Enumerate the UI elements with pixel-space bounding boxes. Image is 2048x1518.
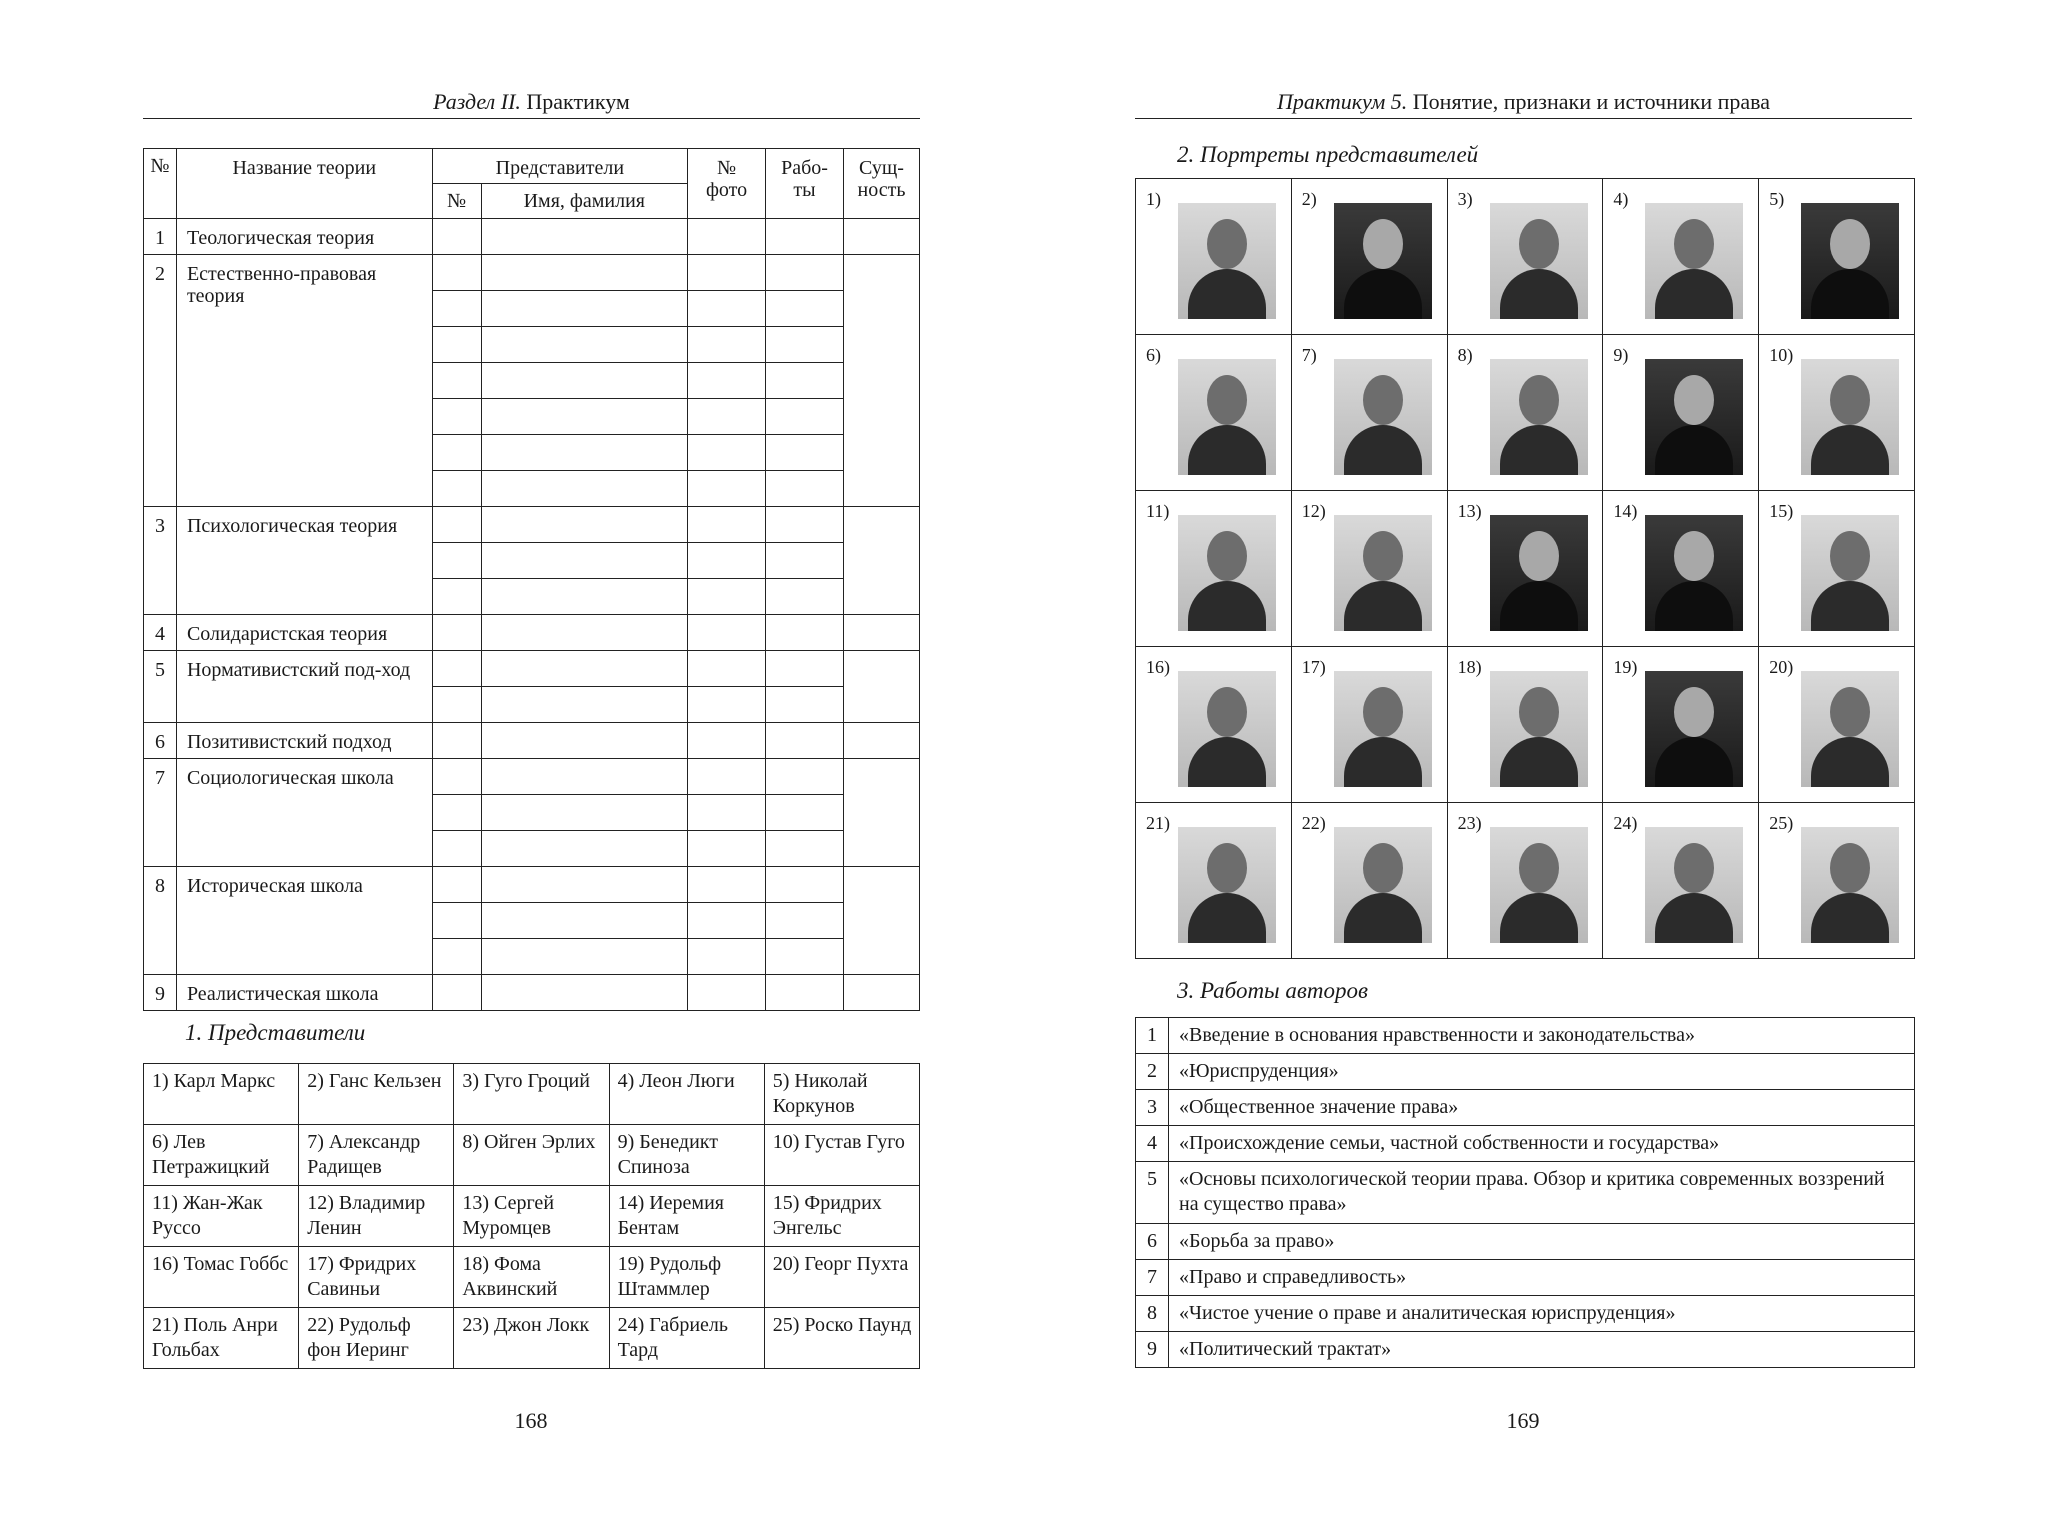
essence-cell	[844, 255, 920, 507]
portrait-photo	[1490, 515, 1588, 631]
portrait-photo	[1334, 671, 1432, 787]
portrait-body	[1811, 425, 1889, 475]
theory-num: 8	[144, 867, 177, 975]
portrait-cell	[1291, 647, 1447, 803]
portraits-grid	[1135, 178, 1915, 959]
portrait-body	[1344, 893, 1422, 943]
portrait-body	[1188, 737, 1266, 787]
rep-cell: 22) Рудольф фон Иеринг	[299, 1308, 454, 1369]
work-title: «Основы психологической теории права. Обзор и критика современных воззрений на существо права»	[1169, 1162, 1915, 1224]
left-running-header	[143, 88, 920, 119]
portrait-photo	[1645, 359, 1743, 475]
work-title: «Право и справедливость»	[1169, 1260, 1915, 1296]
portrait-head	[1363, 531, 1403, 581]
rep-cell: 18) Фома Аквинский	[454, 1247, 609, 1308]
work-num: 4	[1136, 1126, 1169, 1162]
photo-cell	[688, 219, 766, 255]
portrait-cell	[1759, 335, 1915, 491]
portrait-head	[1207, 843, 1247, 893]
representatives-table	[143, 1063, 920, 1369]
theory-name: Теологическая теория	[176, 219, 432, 255]
portrait-cell	[1603, 803, 1759, 959]
rep-cell: 11) Жан-Жак Руссо	[144, 1186, 299, 1247]
portrait-cell	[1447, 803, 1603, 959]
portrait-number: 10)	[1769, 345, 1794, 365]
portrait-head	[1519, 531, 1559, 581]
portrait-number: 9)	[1613, 345, 1629, 365]
portrait-cell	[1136, 179, 1292, 335]
theory-num: 5	[144, 651, 177, 723]
header-no: №	[144, 149, 177, 219]
portrait-body	[1500, 425, 1578, 475]
header-essence: Сущ-ность	[844, 149, 920, 219]
portrait-photo	[1801, 359, 1899, 475]
portrait-number: 19)	[1613, 657, 1638, 677]
portrait-number: 8)	[1457, 345, 1473, 365]
portrait-photo	[1334, 827, 1432, 943]
portrait-cell	[1759, 491, 1915, 647]
portrait-body	[1188, 269, 1266, 319]
portrait-head	[1674, 843, 1714, 893]
portrait-body	[1655, 737, 1733, 787]
portrait-body	[1655, 893, 1733, 943]
portrait-head	[1207, 687, 1247, 737]
theory-name: Реалистическая школа	[176, 975, 432, 1011]
rep-cell: 8) Ойген Эрлих	[454, 1125, 609, 1186]
portrait-photo	[1645, 671, 1743, 787]
portrait-body	[1655, 581, 1733, 631]
portrait-photo	[1178, 515, 1276, 631]
portrait-head	[1519, 375, 1559, 425]
portrait-number: 7)	[1301, 345, 1317, 365]
portrait-body	[1500, 581, 1578, 631]
portraits-title: 2. Портреты представителей	[1177, 142, 1479, 167]
portrait-body	[1344, 425, 1422, 475]
header-representatives: Представители	[432, 149, 687, 184]
portrait-body	[1188, 581, 1266, 631]
portrait-head	[1830, 843, 1870, 893]
portrait-head	[1674, 687, 1714, 737]
portrait-cell	[1136, 803, 1292, 959]
portrait-photo	[1490, 203, 1588, 319]
portrait-photo	[1801, 515, 1899, 631]
representatives-title: 1. Представители	[185, 1020, 366, 1045]
portrait-head	[1519, 687, 1559, 737]
theory-name: Солидаристская теория	[176, 615, 432, 651]
portrait-head	[1363, 375, 1403, 425]
portrait-cell	[1603, 491, 1759, 647]
rep-cell: 14) Иеремия Бентам	[609, 1186, 764, 1247]
portrait-number: 13)	[1457, 501, 1482, 521]
works-title: 3. Работы авторов	[1177, 978, 1368, 1003]
essence-cell	[844, 867, 920, 975]
rep-cell: 21) Поль Анри Гольбах	[144, 1308, 299, 1369]
portrait-cell	[1447, 335, 1603, 491]
portrait-photo	[1178, 671, 1276, 787]
rep-cell: 3) Гуго Гроций	[454, 1064, 609, 1125]
rep-cell: 24) Габриель Тард	[609, 1308, 764, 1369]
work-num: 3	[1136, 1090, 1169, 1126]
header-works: Рабо-ты	[766, 149, 844, 219]
portrait-photo	[1801, 671, 1899, 787]
portrait-number: 15)	[1769, 501, 1794, 521]
rep-cell: 12) Владимир Ленин	[299, 1186, 454, 1247]
portrait-head	[1674, 219, 1714, 269]
rep-name-cell	[481, 219, 688, 255]
rep-cell: 19) Рудольф Штаммлер	[609, 1247, 764, 1308]
portrait-body	[1344, 581, 1422, 631]
portrait-photo	[1334, 203, 1432, 319]
essence-cell	[844, 507, 920, 615]
theory-name: Социологическая школа	[176, 759, 432, 867]
work-title: «Юриспруденция»	[1169, 1054, 1915, 1090]
rep-cell: 5) Николай Коркунов	[764, 1064, 919, 1125]
portrait-number: 5)	[1769, 189, 1785, 209]
work-title: «Чистое учение о праве и аналитическая юриспруденция»	[1169, 1296, 1915, 1332]
work-num: 7	[1136, 1260, 1169, 1296]
header-rep-name: Имя, фамилия	[481, 184, 688, 219]
portrait-body	[1811, 269, 1889, 319]
work-title: «Политический трактат»	[1169, 1332, 1915, 1368]
portrait-cell	[1136, 491, 1292, 647]
rep-cell: 6) Лев Петражицкий	[144, 1125, 299, 1186]
rep-cell: 15) Фридрих Энгельс	[764, 1186, 919, 1247]
left-header-italic: Раздел II.	[433, 89, 521, 114]
portrait-body	[1811, 893, 1889, 943]
work-num: 5	[1136, 1162, 1169, 1224]
essence-cell	[844, 651, 920, 723]
theory-name: Историческая школа	[176, 867, 432, 975]
left-page-number: 168	[514, 1408, 548, 1433]
portrait-cell	[1291, 491, 1447, 647]
rep-cell: 17) Фридрих Савиньи	[299, 1247, 454, 1308]
work-title: «Происхождение семьи, частной собственности и государства»	[1169, 1126, 1915, 1162]
theory-num: 1	[144, 219, 177, 255]
portrait-head	[1207, 375, 1247, 425]
portrait-cell	[1759, 803, 1915, 959]
portrait-photo	[1178, 359, 1276, 475]
portrait-photo	[1801, 827, 1899, 943]
portrait-photo	[1178, 827, 1276, 943]
portrait-head	[1519, 219, 1559, 269]
theory-name: Нормативистский под-ход	[176, 651, 432, 723]
theory-num: 7	[144, 759, 177, 867]
portrait-number: 24)	[1613, 813, 1638, 833]
work-num: 1	[1136, 1018, 1169, 1054]
works-cell	[766, 219, 844, 255]
portrait-cell	[1447, 491, 1603, 647]
portrait-head	[1830, 375, 1870, 425]
right-header-rest: Понятие, признаки и источники права	[1412, 89, 1771, 114]
rep-cell: 16) Томас Гоббс	[144, 1247, 299, 1308]
work-num: 8	[1136, 1296, 1169, 1332]
portrait-photo	[1334, 359, 1432, 475]
header-theory-name: Название теории	[176, 149, 432, 219]
portrait-head	[1207, 219, 1247, 269]
portrait-head	[1363, 843, 1403, 893]
portrait-cell	[1603, 179, 1759, 335]
essence-cell	[844, 759, 920, 867]
portrait-cell	[1447, 647, 1603, 803]
rep-cell: 23) Джон Локк	[454, 1308, 609, 1369]
theory-table	[143, 148, 920, 1011]
theory-name: Естественно-правовая теория	[176, 255, 432, 507]
portrait-photo	[1334, 515, 1432, 631]
portrait-cell	[1447, 179, 1603, 335]
portrait-head	[1519, 843, 1559, 893]
portrait-number: 20)	[1769, 657, 1794, 677]
work-num: 6	[1136, 1224, 1169, 1260]
rep-cell: 25) Роско Паунд	[764, 1308, 919, 1369]
portrait-cell	[1136, 335, 1292, 491]
theory-num: 4	[144, 615, 177, 651]
portrait-body	[1500, 269, 1578, 319]
portrait-body	[1344, 737, 1422, 787]
theory-name: Позитивистский подход	[176, 723, 432, 759]
portrait-number: 11)	[1146, 501, 1170, 521]
portrait-number: 4)	[1613, 189, 1629, 209]
portrait-number: 6)	[1146, 345, 1161, 365]
portrait-cell	[1759, 179, 1915, 335]
work-title: «Общественное значение права»	[1169, 1090, 1915, 1126]
portrait-photo	[1645, 827, 1743, 943]
portrait-body	[1500, 737, 1578, 787]
header-rep-no: №	[432, 184, 481, 219]
portrait-cell	[1291, 179, 1447, 335]
portrait-photo	[1490, 671, 1588, 787]
rep-cell: 10) Густав Гуго	[764, 1125, 919, 1186]
portrait-head	[1674, 375, 1714, 425]
portrait-head	[1674, 531, 1714, 581]
portrait-photo	[1645, 203, 1743, 319]
work-title: «Борьба за право»	[1169, 1224, 1915, 1260]
portrait-cell	[1291, 803, 1447, 959]
work-num: 2	[1136, 1054, 1169, 1090]
theory-num: 2	[144, 255, 177, 507]
portrait-number: 23)	[1457, 813, 1482, 833]
work-num: 9	[1136, 1332, 1169, 1368]
right-page-number: 169	[1506, 1408, 1540, 1433]
right-running-header	[1135, 88, 1912, 119]
portrait-body	[1811, 581, 1889, 631]
portrait-cell	[1603, 647, 1759, 803]
portrait-number: 18)	[1457, 657, 1482, 677]
header-photo-no: № фото	[688, 149, 766, 219]
portrait-head	[1830, 687, 1870, 737]
works-table	[1135, 1017, 1915, 1368]
theory-name: Психологическая теория	[176, 507, 432, 615]
portrait-number: 3)	[1457, 189, 1473, 209]
portrait-cell	[1291, 335, 1447, 491]
portrait-head	[1207, 531, 1247, 581]
portrait-number: 17)	[1301, 657, 1326, 677]
portrait-number: 14)	[1613, 501, 1638, 521]
right-header-italic: Практикум 5.	[1276, 89, 1408, 114]
rep-cell: 2) Ганс Кельзен	[299, 1064, 454, 1125]
portrait-photo	[1490, 827, 1588, 943]
theory-num: 9	[144, 975, 177, 1011]
portrait-body	[1344, 269, 1422, 319]
portrait-number: 1)	[1146, 189, 1161, 209]
portrait-number: 22)	[1301, 813, 1326, 833]
rep-cell: 1) Карл Маркс	[144, 1064, 299, 1125]
theory-num: 6	[144, 723, 177, 759]
portrait-cell	[1136, 647, 1292, 803]
portrait-number: 16)	[1146, 657, 1170, 677]
portrait-head	[1830, 531, 1870, 581]
rep-cell: 20) Георг Пухта	[764, 1247, 919, 1308]
rep-cell: 13) Сергей Муромцев	[454, 1186, 609, 1247]
left-header-rest: Практикум	[526, 89, 630, 114]
portrait-photo	[1490, 359, 1588, 475]
portrait-number: 2)	[1301, 189, 1317, 209]
rep-no-cell	[432, 219, 481, 255]
rep-cell: 9) Бенедикт Спиноза	[609, 1125, 764, 1186]
rep-cell: 4) Леон Люги	[609, 1064, 764, 1125]
portrait-head	[1363, 687, 1403, 737]
portrait-body	[1655, 269, 1733, 319]
portrait-photo	[1178, 203, 1276, 319]
portrait-body	[1811, 737, 1889, 787]
portrait-body	[1188, 425, 1266, 475]
portrait-number: 25)	[1769, 813, 1794, 833]
portrait-body	[1188, 893, 1266, 943]
portrait-cell	[1759, 647, 1915, 803]
portrait-photo	[1645, 515, 1743, 631]
rep-cell: 7) Александр Радищев	[299, 1125, 454, 1186]
portrait-body	[1655, 425, 1733, 475]
right-page	[1024, 0, 2048, 1518]
essence-cell	[844, 219, 920, 255]
portrait-cell	[1603, 335, 1759, 491]
portrait-grid-body	[1136, 179, 1915, 959]
portrait-head	[1363, 219, 1403, 269]
portrait-number: 21)	[1146, 813, 1170, 833]
portrait-head	[1830, 219, 1870, 269]
work-title: «Введение в основания нравственности и законодательства»	[1169, 1018, 1915, 1054]
theory-num: 3	[144, 507, 177, 615]
portrait-number: 12)	[1301, 501, 1326, 521]
portrait-photo	[1801, 203, 1899, 319]
portrait-body	[1500, 893, 1578, 943]
